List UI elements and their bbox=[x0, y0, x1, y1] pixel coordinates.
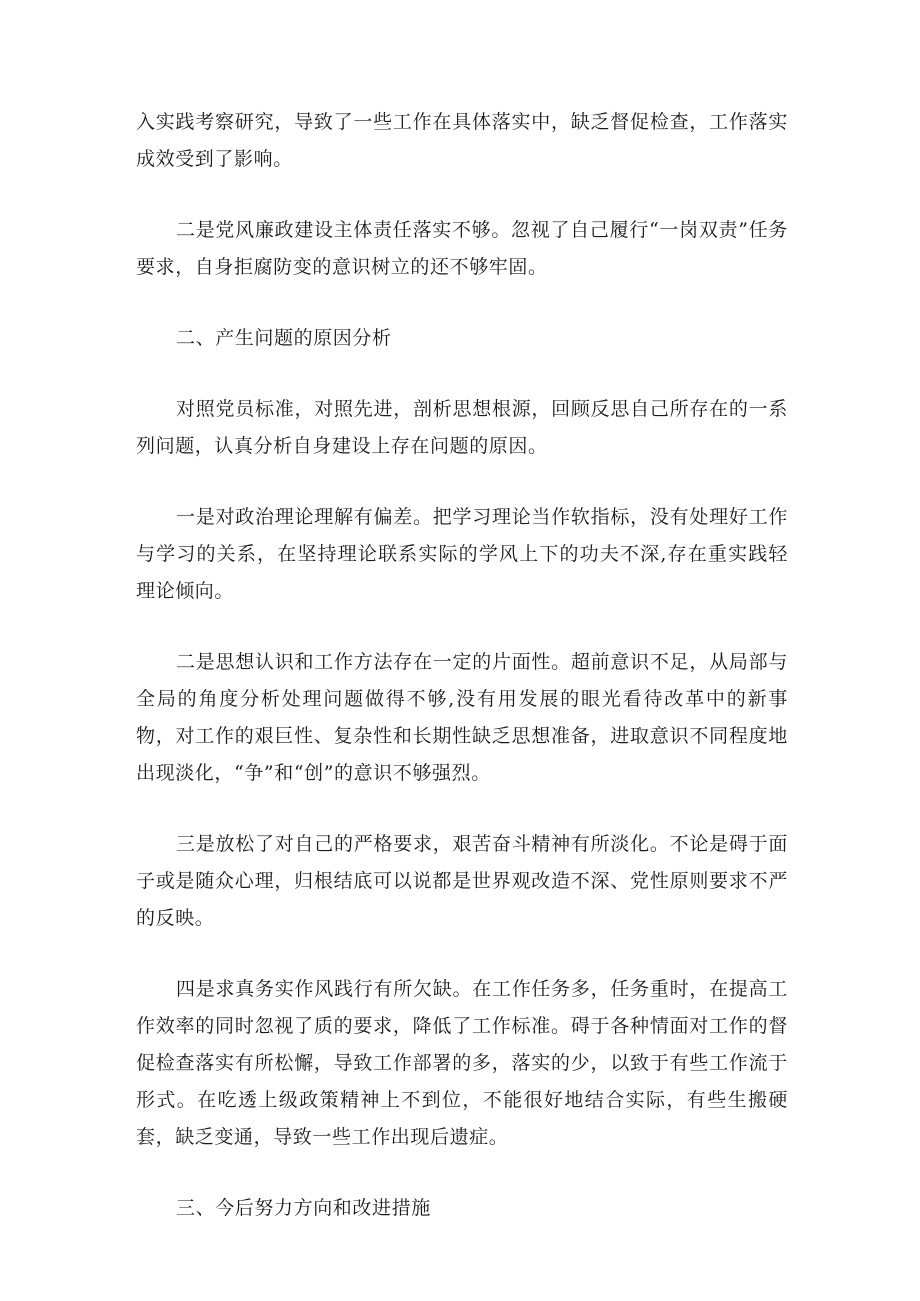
paragraph-cause-2: 二是思想认识和工作方法存在一定的片面性。超前意识不足，从局部与全局的角度分析处理问题做得不够,没有用发展的眼光看待改革中的新事物，对工作的艰巨性、复杂性和长期性缺乏思想准备，进取意识不同程度地出现淡化，“争”和“创”的意识不够强烈。 bbox=[136, 651, 788, 784]
paragraph-continuation: 入实践考察研究，导致了一些工作在具体落实中，缺乏督促检查，工作落实成效受到了影响。 bbox=[136, 111, 788, 170]
document-body bbox=[136, 104, 788, 1261]
paragraph-cause-4: 四是求真务实作风践行有所欠缺。在工作任务多，任务重时，在提高工作效率的同时忽视了质的要求，降低了工作标准。碍于各种情面对工作的督促检查落实有所松懈，导致工作部署的多，落实的少，以致于有些工作流于形式。在吃透上级政策精神上不到位，不能很好地结合实际，有些生搬硬套，缺乏变通，导致一些工作出现后遗症。 bbox=[136, 978, 788, 1148]
section-heading-cause-analysis: 二、产生问题的原因分析 bbox=[176, 327, 392, 349]
section-heading-improvement: 三、今后努力方向和改进措施 bbox=[176, 1197, 431, 1219]
paragraph-cause-intro: 对照党员标准，对照先进，剖析思想根源，回顾反思自己所存在的一系列问题，认真分析自身建设上存在问题的原因。 bbox=[136, 398, 788, 457]
paragraph-cause-1: 一是对政治理论理解有偏差。把学习理论当作软指标，没有处理好工作与学习的关系，在坚持理论联系实际的学风上下的功夫不深,存在重实践轻理论倾向。 bbox=[136, 506, 788, 602]
paragraph-party-conduct: 二是党风廉政建设主体责任落实不够。忽视了自己履行“一岗双责”任务要求，自身拒腐防变的意识树立的还不够牢固。 bbox=[136, 219, 788, 278]
paragraph-cause-3: 三是放松了对自己的严格要求，艰苦奋斗精神有所淡化。不论是碍于面子或是随众心理，归根结底可以说都是世界观改造不深、党性原则要求不严的反映。 bbox=[136, 833, 788, 929]
